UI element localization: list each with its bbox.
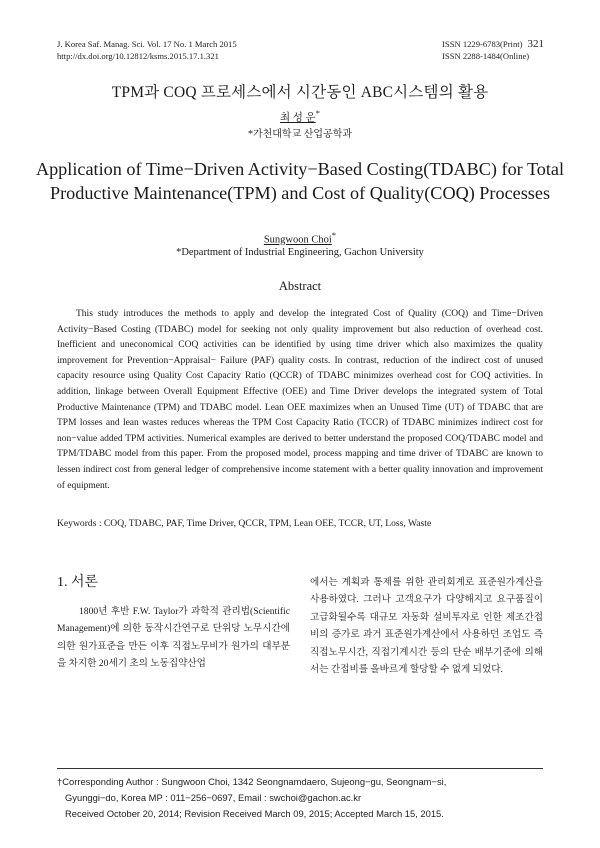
abstract-heading: Abstract — [278, 279, 322, 293]
journal-header — [57, 38, 237, 62]
footnote-divider — [57, 768, 543, 769]
korean-title: TPM과 COQ 프로세스에서 시간동인 ABC시스템의 활용 — [111, 84, 489, 101]
abstract-text: This study introduces the methods to apply and develop the integrated Cost of Quality (COQ) and Time−Driven Activity−Based Costing (TDABC) model for seeking not only quality improvement but also reduction of overhead cost. Inefficient and uneconomical COQ activities can be identified by using time driver which also maximizes the quality improvement for Prevention−Appraisal− Failure (PAF) quality costs. In contrast, reduction of the indirect cost of unused capacity resource using Quality Cost Capacity Ratio (QCCR) of TDABC minimizes overhead cost for COQ activities. In addition, linkage between Overall Equipment Effective (OEE) and Time Driver develops the integrated system of Total Productive Maintenance (TPM) and TDABC model. Lean OEE maximizes when an Unused Time (UT) of TDABC that are TPM losses and lean wastes reduces whereas the TPM Cost Capacity Ratio (TCCR) of TDABC minimizes indirect cost for non−value added TPM activities. Numerical examples are derived to better understand the proposed COQ/TDABC model and TPM/TDABC model from this paper. From the proposed model, process mapping and time driver of TDABC are known to lessen indirect cost from general ledger of comprehensive income statement with a better quality innovation and improvement of equipment. — [57, 309, 543, 491]
english-author — [0, 230, 600, 246]
journal-citation: J. Korea Saf. Manag. Sci. Vol. 17 No. 1 March 2015 — [57, 39, 237, 49]
keywords: Keywords : COQ, TDABC, PAF, Time Driver, QCCR, TPM, Lean OEE, TCCR, UT, Loss, Waste — [57, 518, 432, 529]
page-number: 321 — [527, 38, 544, 50]
footnote — [57, 774, 543, 822]
corresponding-author-line2: Gyunggi−do, Korea MP : 011−256−0697, Email : swchoi@gachon.ac.kr — [65, 792, 362, 803]
body-text-right-column: 에서는 계획과 통제를 위한 관리회계로 표준원가계산을 사용하였다. 그러나 고객요구가 다양해지고 요구품질이 고급화될수록 대규모 자동화 설비투자로 인한 제조간접비의 증가로 과거 표준원가계산에서 사용하던 조업도 즉 직접노무시간, 직접기계시간 등의 단순 배부기준에 의해서는 간접비를 올바르게 할당할 수 없게 되었다. — [310, 577, 543, 676]
doi-link[interactable]: http://dx.doi.org/10.12812/ksms.2015.17.1.321 — [57, 51, 219, 61]
issn-print: ISSN 1229-6783(Print) — [442, 39, 523, 49]
section-heading-introduction: 1. 서론 — [57, 575, 99, 590]
english-author-mark: * — [331, 230, 337, 240]
issn-header — [442, 38, 544, 62]
korean-affiliation: *가천대학교 산업공학과 — [247, 129, 353, 140]
body-text-left-column: 1800년 후반 F.W. Taylor가 과학적 관리법(Scientific Management)에 의한 동작시간연구로 단위당 노무시간에 의한 원가표준을 만든 이후 직접노무비가 원가의 대부분을 차지한 20세기 초의 노동집약산업 — [57, 606, 290, 670]
english-title: Application of Time−Driven Activity−Based Costing(TDABC) for Total Productive Maintenance(TPM) and Cost of Quality(COQ) Processes — [35, 159, 565, 203]
issn-online: ISSN 2288-1484(Online) — [442, 51, 530, 61]
received-dates: Received October 20, 2014; Revision Received March 09, 2015; Accepted March 15, 2015. — [65, 808, 444, 819]
english-affiliation: *Department of Industrial Engineering, Gachon University — [176, 247, 424, 258]
english-author-name: Sungwoon Choi — [263, 234, 332, 246]
korean-author-name: 최 성 운 — [279, 112, 316, 124]
corresponding-author-line1: †Corresponding Author : Sungwoon Choi, 1342 Seongnamdaero, Sujeong−gu, Seongnam−si, — [57, 776, 447, 787]
korean-author — [0, 108, 600, 125]
korean-author-mark: * — [315, 108, 321, 118]
